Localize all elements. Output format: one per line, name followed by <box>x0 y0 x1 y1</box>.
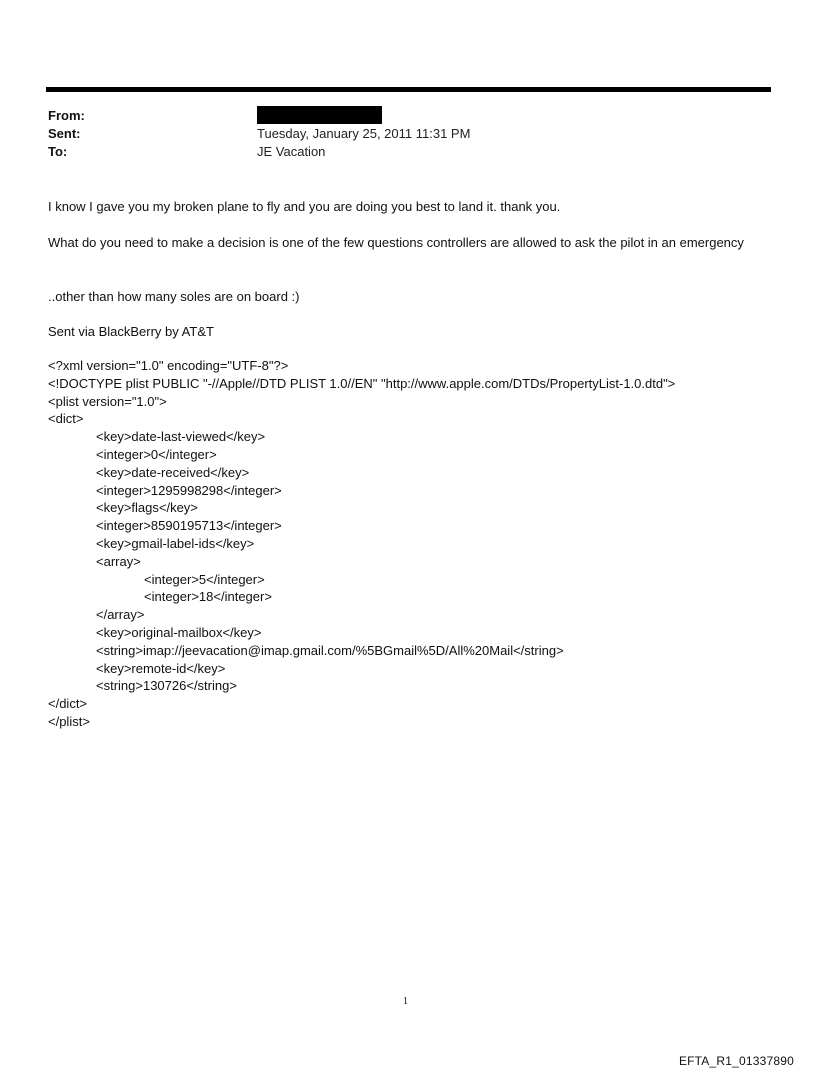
from-label: From: <box>48 108 85 123</box>
xml-line: <array> <box>96 553 141 569</box>
body-paragraph-1: I know I gave you my broken plane to fly and you are doing you best to land it. thank you. <box>48 199 561 214</box>
xml-line: <plist version="1.0"> <box>48 393 167 409</box>
xml-line: </array> <box>96 607 145 623</box>
xml-line: <?xml version="1.0" encoding="UTF-8"?> <box>48 358 289 373</box>
xml-line: <integer>0</integer> <box>96 446 217 462</box>
header-rule <box>46 87 771 92</box>
body-paragraph-2: What do you need to make a decision is one of the few questions controllers are allowed to ask the pilot in an emergency <box>48 235 744 250</box>
page-number: 1 <box>403 996 408 1007</box>
xml-line: <string>130726</string> <box>96 678 237 694</box>
xml-line: <integer>8590195713</integer> <box>96 518 282 534</box>
body-paragraph-3: ..other than how many soles are on board :) <box>48 289 300 304</box>
xml-line: <key>original-mailbox</key> <box>96 624 262 640</box>
xml-line: </plist> <box>48 713 90 729</box>
xml-line: <integer>5</integer> <box>144 571 265 587</box>
signature-line: Sent via BlackBerry by AT&T <box>48 324 214 339</box>
xml-line: <!DOCTYPE plist PUBLIC "-//Apple//DTD PLIST 1.0//EN" "http://www.apple.com/DTDs/PropertyList-1.0.dtd"> <box>48 375 676 391</box>
redacted-sender <box>257 106 382 124</box>
xml-line: <integer>1295998298</integer> <box>96 482 282 498</box>
sent-label: Sent: <box>48 126 81 141</box>
xml-line: <key>flags</key> <box>96 500 198 516</box>
xml-line: <key>date-last-viewed</key> <box>96 429 266 445</box>
document-id: EFTA_R1_01337890 <box>678 1054 794 1068</box>
xml-line: <key>gmail-label-ids</key> <box>96 535 255 551</box>
xml-line: <dict> <box>48 411 84 427</box>
to-value: JE Vacation <box>257 144 326 159</box>
sent-value: Tuesday, January 25, 2011 11:31 PM <box>257 126 471 141</box>
xml-line: <key>remote-id</key> <box>96 660 226 676</box>
xml-line: <key>date-received</key> <box>96 464 250 480</box>
xml-line: </dict> <box>48 696 88 712</box>
xml-line: <integer>18</integer> <box>144 589 272 605</box>
xml-plist-block <box>48 357 675 731</box>
to-label: To: <box>48 144 68 159</box>
xml-line: <string>imap://jeevacation@imap.gmail.com/%5BGmail%5D/All%20Mail</string> <box>96 642 564 658</box>
